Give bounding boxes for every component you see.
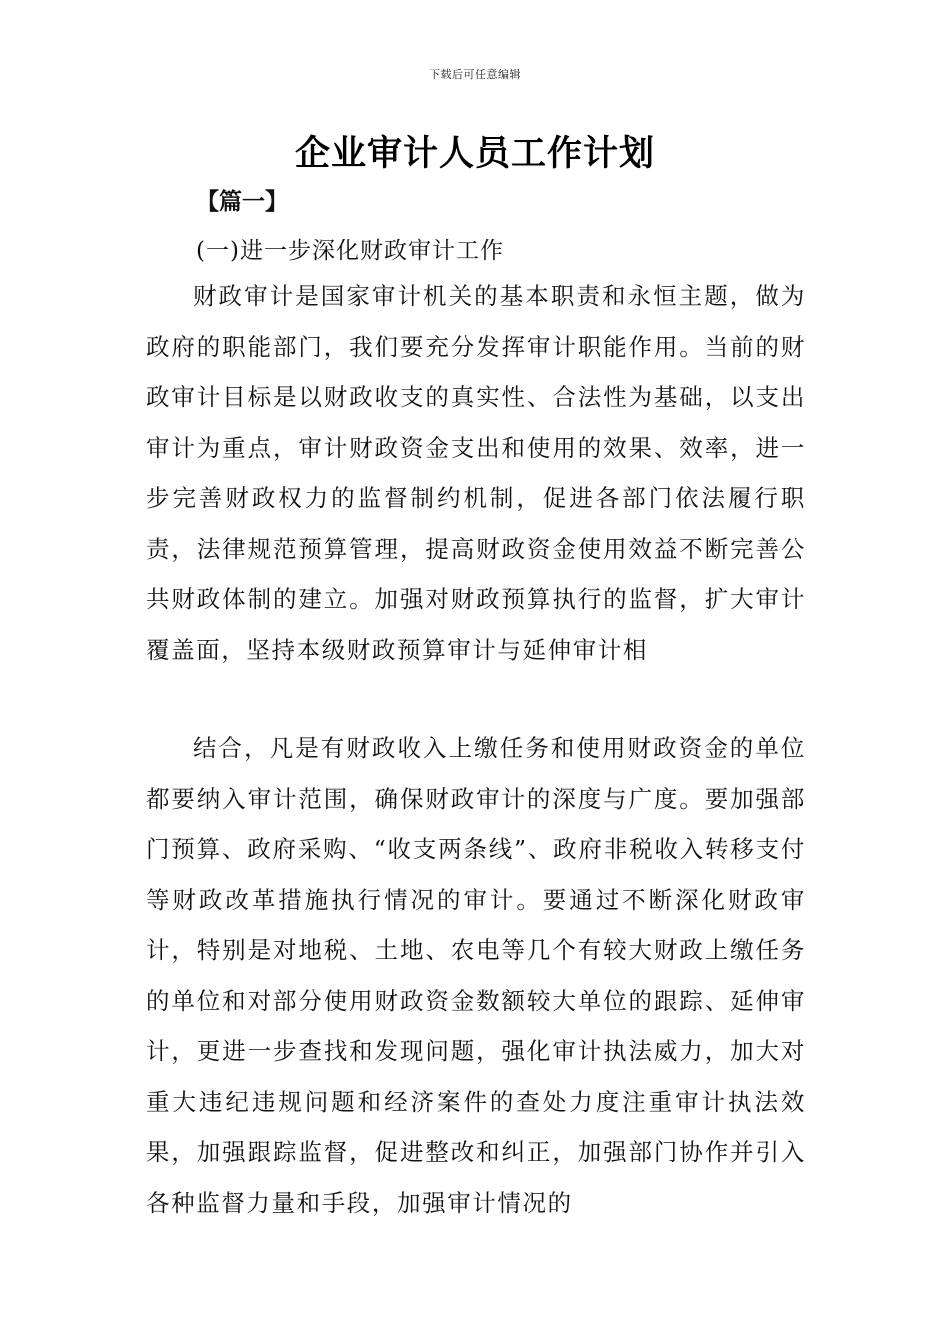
section-label: 【篇一】 [196,189,288,215]
download-note: 下载后可任意编辑 [429,68,521,81]
body-paragraph-1: 财政审计是国家审计机关的基本职责和永恒主题，做为政府的职能部门，我们要充分发挥审计职能作用。当前的财政审计目标是以财政收支的真实性、合法性为基础，以支出审计为重点，审计财政资金支出和使用的效果、效率，进一步完善财政权力的监督制约机制，促进各部门依法履行职责，法律规范预算管理，提高财政资金使用效益不断完善公共财政体制的建立。加强对财政预算执行的监督，扩大审计覆盖面，坚持本级财政预算审计与延伸审计相 [146,282,806,664]
body-paragraph-2: 结合，凡是有财政收入上缴任务和使用财政资金的单位都要纳入审计范围，确保财政审计的深度与广度。要加强部门预算、政府采购、“收支两条线”、政府非税收入转移支付等财政改革措施执行情况的审计。要通过不断深化财政审计，特别是对地税、土地、农电等几个有较大财政上缴任务的单位和对部分使用财政资金数额较大单位的跟踪、延伸审计，更进一步查找和发现问题，强化审计执法威力，加大对重大违纪违规问题和经济案件的查处力度注重审计执法效果，加强跟踪监督，促进整改和纠正，加强部门协作并引入各种监督力量和手段，加强审计情况的 [146,734,806,1217]
subsection-heading: (一)进一步深化财政审计工作 [196,238,504,264]
document-title: 企业审计人员工作计划 [294,134,655,174]
